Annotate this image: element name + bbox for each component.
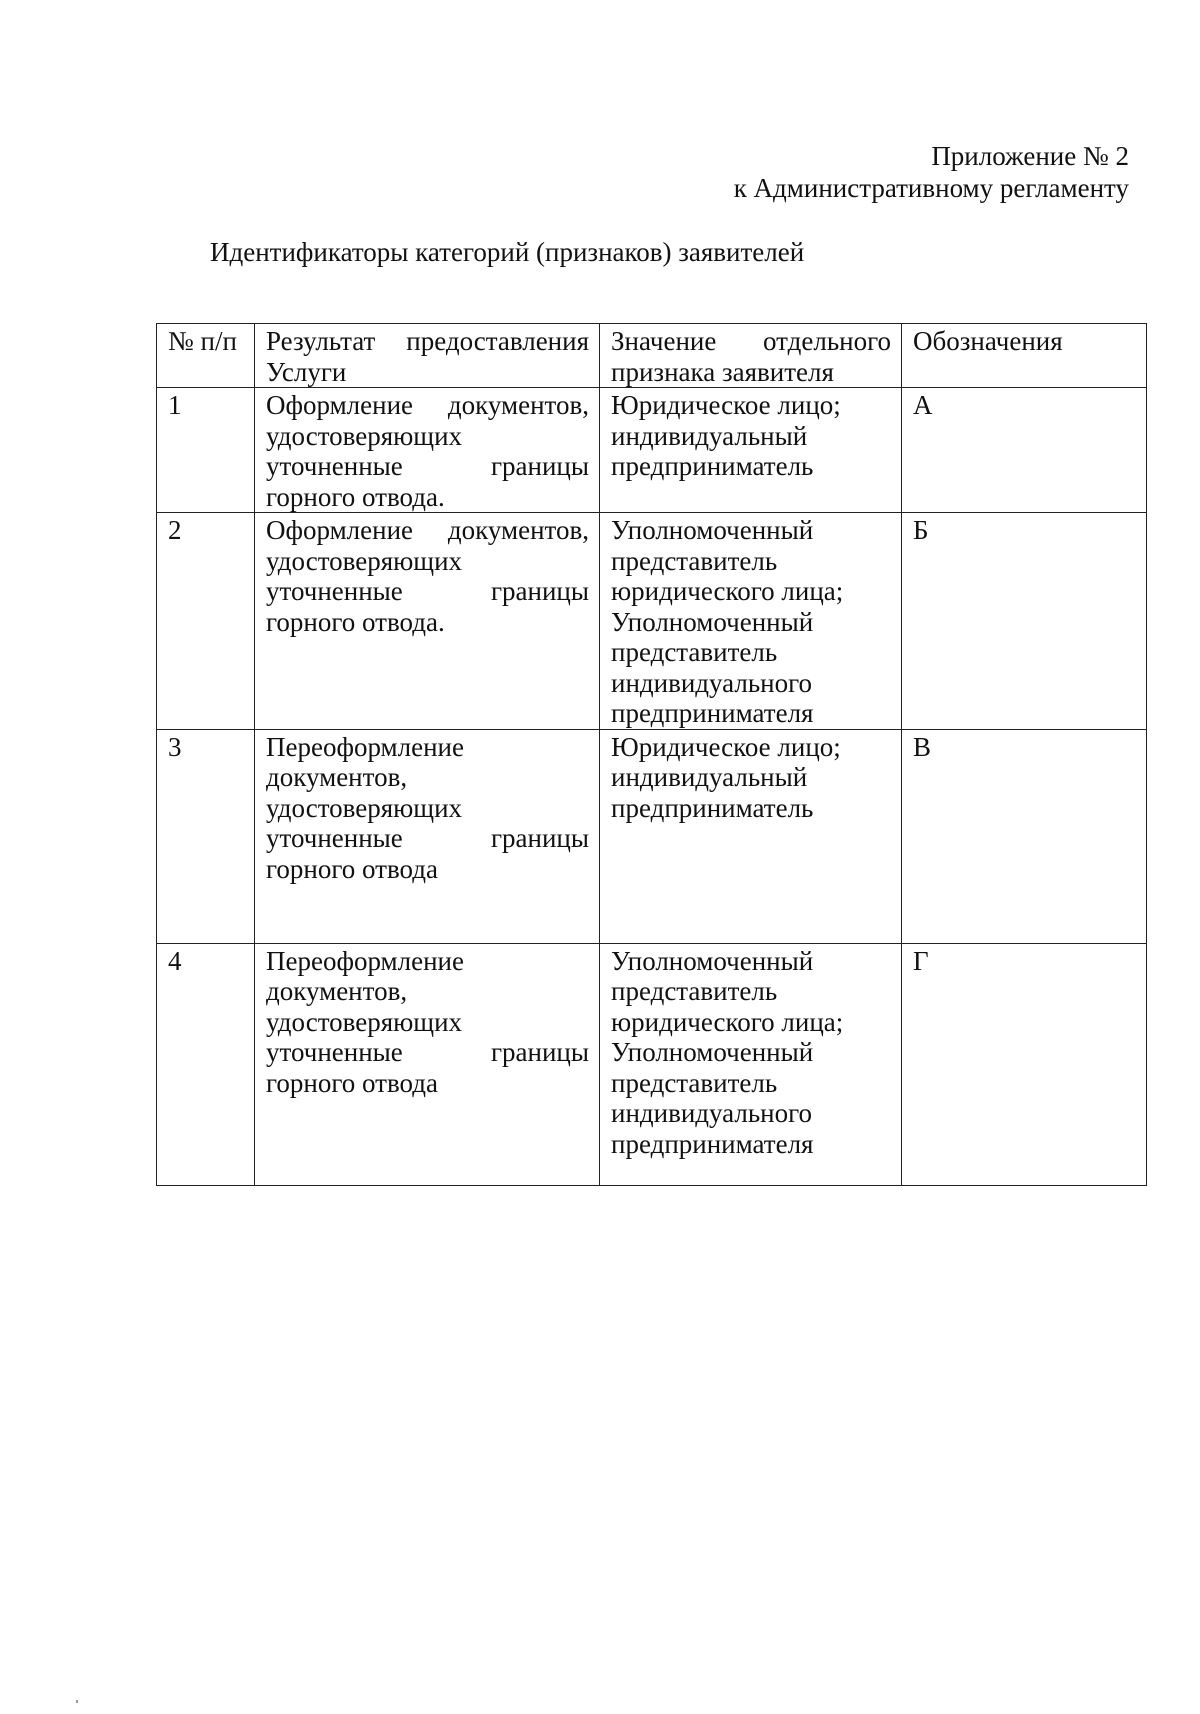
table-row <box>157 729 1147 943</box>
header-number-label: № п/п <box>168 326 237 356</box>
row-number: 1 <box>168 390 182 420</box>
row-designation-cell <box>902 388 1147 513</box>
row-designation-cell <box>902 513 1147 730</box>
row-value-cell <box>600 388 902 513</box>
result-line: горного отвода. <box>266 606 445 637</box>
row-result-cell <box>255 513 600 730</box>
value-line: Юридическое лицо; <box>611 390 841 420</box>
row-designation: А <box>913 390 933 420</box>
result-line: уточненные границы <box>266 451 589 481</box>
value-line: предпринимателя <box>611 698 814 728</box>
header-cell-number <box>157 324 255 388</box>
header-designation-label: Обозначения <box>913 326 1063 356</box>
result-line: горного отвода <box>266 1067 438 1098</box>
row-value-cell <box>600 943 902 1185</box>
value-line: представитель <box>611 637 778 667</box>
appendix-number: Приложение № 2 <box>931 141 1129 171</box>
value-line: представитель <box>611 1067 778 1098</box>
table-row <box>157 513 1147 730</box>
result-line: документов, <box>266 976 408 1006</box>
row-number: 4 <box>168 945 182 976</box>
value-line: предприниматель <box>611 792 814 823</box>
result-line: удостоверяющих <box>266 1006 463 1037</box>
table-row <box>157 388 1147 513</box>
value-line: предприниматель <box>611 451 814 481</box>
result-line: уточненные границы <box>266 1037 589 1067</box>
value-line: индивидуальный <box>611 762 808 792</box>
result-line: горного отвода. <box>266 481 445 512</box>
row-designation-cell <box>902 943 1147 1185</box>
table-row <box>157 943 1147 1185</box>
row-designation-cell <box>902 729 1147 943</box>
value-line: Уполномоченный <box>611 945 814 976</box>
row-designation: Г <box>913 945 929 976</box>
result-line: горного отвода <box>266 853 438 884</box>
row-designation: Б <box>913 515 929 545</box>
appendix-regulation: к Административному регламенту <box>733 173 1129 203</box>
value-line: представитель <box>611 976 778 1006</box>
row-designation: В <box>913 731 932 762</box>
value-line: юридического лица; <box>611 1006 844 1037</box>
row-number-cell <box>157 388 255 513</box>
appendix-reference <box>734 140 1129 204</box>
scan-speck <box>76 1700 78 1703</box>
result-line: удостоверяющих <box>266 792 463 823</box>
applicant-categories-table <box>156 323 1147 1186</box>
header-value-line-2: признака заявителя <box>611 356 834 387</box>
row-result-cell <box>255 729 600 943</box>
table-header-row <box>157 324 1147 388</box>
value-line: индивидуального <box>611 1098 813 1128</box>
header-cell-value <box>600 324 902 388</box>
header-value-line-1: Значение отдельного <box>611 326 891 356</box>
result-line: Оформление документов, <box>266 390 589 420</box>
result-line: Переоформление <box>266 945 464 976</box>
row-result-cell <box>255 388 600 513</box>
value-line: индивидуального <box>611 667 813 698</box>
document-title: Идентификаторы категорий (признаков) заявителей <box>210 237 805 267</box>
header-result-line-1: Результат предоставления <box>266 326 589 356</box>
result-line: Переоформление <box>266 731 464 762</box>
header-cell-result <box>255 324 600 388</box>
row-value-cell <box>600 729 902 943</box>
result-line: уточненные границы <box>266 823 589 853</box>
value-line: предпринимателя <box>611 1128 814 1159</box>
result-line: Оформление документов, <box>266 515 589 545</box>
value-line: индивидуальный <box>611 420 808 451</box>
row-number-cell <box>157 729 255 943</box>
row-number-cell <box>157 513 255 730</box>
row-number: 3 <box>168 731 182 762</box>
value-line: юридического лица; <box>611 576 844 606</box>
result-line: уточненные границы <box>266 576 589 606</box>
value-line: Уполномоченный <box>611 515 814 545</box>
row-number: 2 <box>168 515 182 545</box>
value-line: Уполномоченный <box>611 1037 814 1067</box>
header-result-line-2: Услуги <box>266 356 347 387</box>
result-line: документов, <box>266 762 408 792</box>
row-result-cell <box>255 943 600 1185</box>
row-number-cell <box>157 943 255 1185</box>
result-line: удостоверяющих <box>266 420 463 451</box>
row-value-cell <box>600 513 902 730</box>
value-line: представитель <box>611 545 778 576</box>
value-line: Уполномоченный <box>611 606 814 637</box>
value-line: Юридическое лицо; <box>611 731 841 762</box>
header-cell-designation <box>902 324 1147 388</box>
result-line: удостоверяющих <box>266 545 463 576</box>
